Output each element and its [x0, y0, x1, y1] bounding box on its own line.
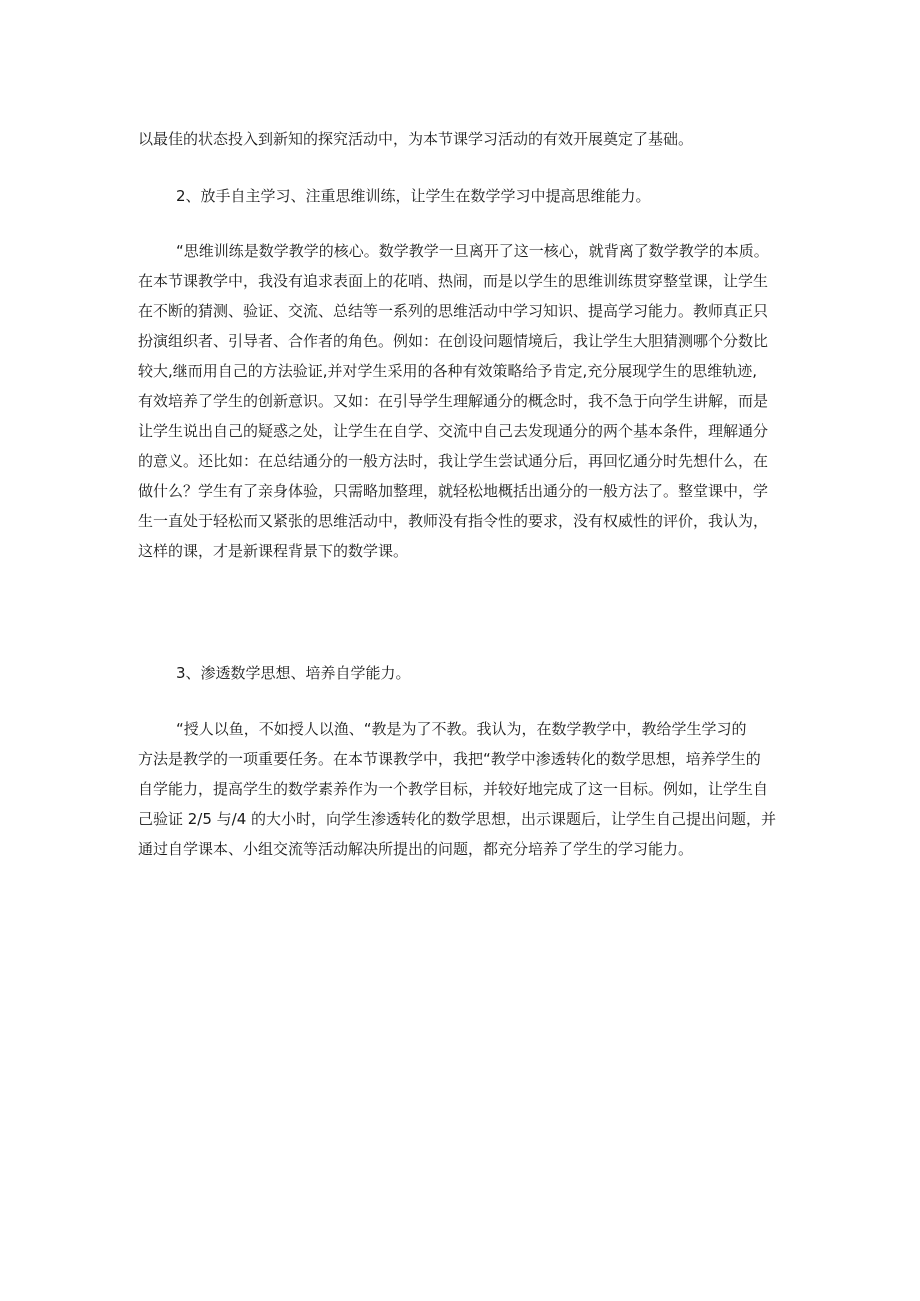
paragraph-line: 扮演组织者、引导者、合作者的角色。例如：在创设问题情境后，我让学生大胆猜测哪个分数比	[138, 332, 769, 350]
paragraph-line: 自学能力，提高学生的数学素养作为一个教学目标，并较好地完成了这一目标。例如，让学生自	[138, 780, 769, 798]
paragraph-line: 有效培养了学生的创新意识。又如：在引导学生理解通分的概念时，我不急于向学生讲解，而是	[138, 392, 769, 410]
section-2-heading	[176, 181, 834, 211]
heading-text: 2、放手自主学习、注重思维训练，让学生在数学学习中提高思维能力。	[176, 187, 651, 205]
paragraph-line: 做什么？学生有了亲身体验，只需略加整理，就轻松地概括出通分的一般方法了。整堂课中，学	[138, 482, 769, 500]
paragraph-line: “授人以鱼，不如授人以渔、“教是为了不教。我认为，在数学教学中，教给学生学习的	[176, 720, 747, 738]
paragraph-line: 在不断的猜测、验证、交流、总结等一系列的思维活动中学习知识、提高学习能力。教师真正只	[138, 302, 769, 320]
heading-text: 3、渗透数学思想、培养自学能力。	[176, 664, 411, 682]
paragraph-line: 以最佳的状态投入到新知的探究活动中，为本节课学习活动的有效开展奠定了基础。	[138, 130, 694, 148]
paragraph-line: 生一直处于轻松而又紧张的思维活动中，教师没有指令性的要求，没有权威性的评价，我认为，	[138, 512, 769, 530]
paragraph-line: 让学生说出自己的疑惑之处，让学生在自学、交流中自己去发现通分的两个基本条件，理解通分	[138, 422, 769, 440]
section-2-paragraph	[138, 236, 796, 566]
paragraph-line: 在本节课教学中，我没有追求表面上的花哨、热闹，而是以学生的思维训练贯穿整堂课，让学生	[138, 272, 769, 290]
paragraph-line: 方法是教学的一项重要任务。在本节课教学中，我把“教学中渗透转化的数学思想，培养学生的	[138, 750, 761, 768]
intro-paragraph	[138, 124, 796, 154]
paragraph-line: 这样的课，才是新课程背景下的数学课。	[138, 542, 409, 560]
paragraph-line: 的意义。还比如：在总结通分的一般方法时，我让学生尝试通分后，再回忆通分时先想什么，在	[138, 452, 769, 470]
paragraph-line: 较大,继而用自己的方法验证,并对学生采用的各种有效策略给予肯定,充分展现学生的思维轨迹,	[138, 362, 758, 380]
paragraph-line: “思维训练是数学教学的核心。数学教学一旦离开了这一核心，就背离了数学教学的本质。	[176, 242, 769, 260]
paragraph-line: 通过自学课本、小组交流等活动解决所提出的问题，都充分培养了学生的学习能力。	[138, 840, 694, 858]
section-3-paragraph	[138, 714, 796, 864]
paragraph-line: 己验证 2/5 与/4 的大小时，向学生渗透转化的数学思想，出示课题后，让学生自己提出问题，并	[138, 810, 777, 828]
section-3-heading	[176, 658, 834, 688]
